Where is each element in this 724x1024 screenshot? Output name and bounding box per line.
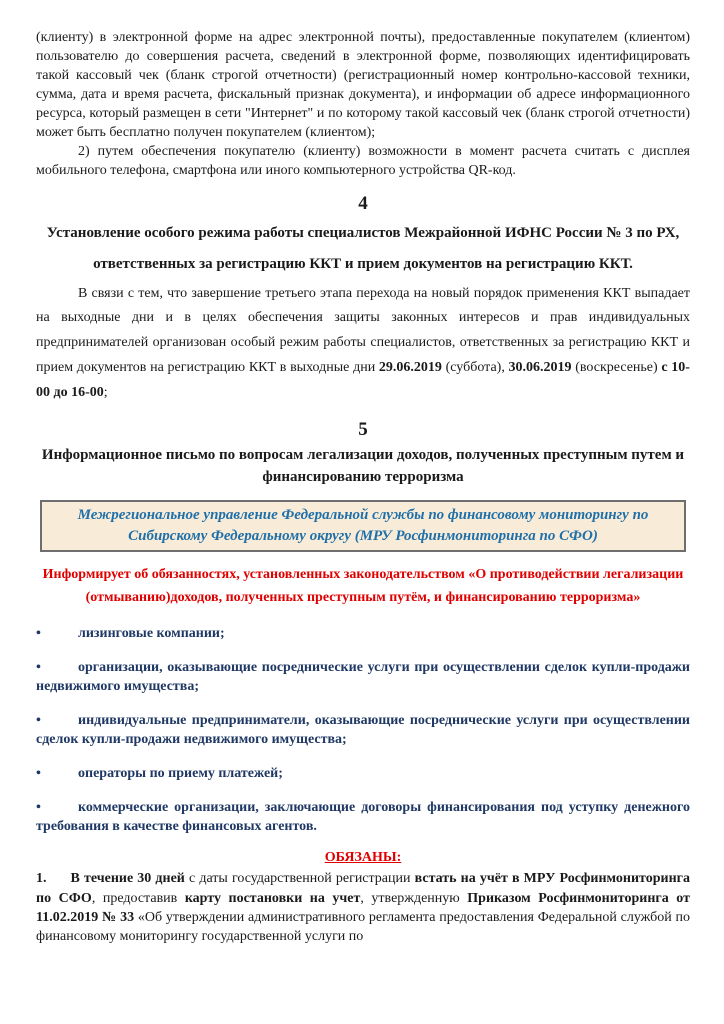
text-run-bold: В течение 30 дней <box>70 871 185 887</box>
list-item-text: лизинговые компании; <box>78 626 225 642</box>
obligated-entities-list <box>36 624 690 836</box>
text-run: (воскресенье) <box>571 360 662 376</box>
list-item <box>36 764 690 783</box>
list-item <box>36 624 690 643</box>
text-run: (суббота), <box>441 360 509 376</box>
text-run-bold: карту постановки на учет <box>184 890 361 906</box>
text-run: , предоставив <box>91 890 185 906</box>
text-run-bold: Приказом Росфинмониторинга от 11.02.2019 № 33 <box>36 890 690 926</box>
item-number: 1. <box>36 871 47 887</box>
section5-number: 5 <box>358 419 368 441</box>
bullet-icon: • <box>36 660 41 676</box>
text-run-bold-date-1: 29.06.2019 <box>378 360 442 376</box>
text-run-bold-date-2: 30.06.2019 <box>508 360 572 376</box>
text-run: «Об утверждении административного регламента предоставления Федеральной службой по финансовому мониторингу государственной услуги по <box>36 910 691 945</box>
bullet-icon: • <box>36 713 41 729</box>
intro-paragraph-1: (клиенту) в электронной форме на адрес электронной почты), предоставленные покупателем (клиентом) пользователю до совершения расчета, сведений в электронной форме, позволяющих идентифицировать такой кассовый чек (бланк строгой отчетности) (регистрационный номер контрольно-кассовой техники, сумма, дата и время расчета, фискальный признак документа), и информации об адресе информационного ресурса, который размещен в сети "Интернет" и по которому такой кассовый чек (бланк строгой отчетности) может быть бесплатно получен покупателем (клиентом); <box>36 30 690 141</box>
section4-number: 4 <box>358 193 368 215</box>
agency-name-box: Межрегиональное управление Федеральной службы по финансовому мониторингу по Сибирскому Федеральному округу (МРУ Росфинмониторинга по СФО) <box>40 500 686 552</box>
list-item-text: коммерческие организации, заключающие договоры финансирования под уступку денежного требования в качестве финансовых агентов. <box>36 800 690 835</box>
bullet-icon: • <box>36 800 41 816</box>
text-run: с даты государственной регистрации <box>184 871 415 887</box>
list-item-text: операторы по приему платежей; <box>78 766 283 782</box>
text-run-bold: встать на учёт в МРУ Росфинмониторинга по СФО <box>36 871 690 906</box>
list-item-text: индивидуальные предприниматели, оказывающие посреднические услуги при осуществлении сделок купли-продажи недвижимого имущества; <box>36 713 690 748</box>
list-item <box>36 711 690 749</box>
text-run-bold-hours: с 10-00 до 16-00 <box>36 360 690 401</box>
list-item-text: организации, оказывающие посреднические услуги при осуществлении сделок купли-продажи недвижимого имущества; <box>36 660 690 695</box>
section4-heading: Установление особого режима работы специалистов Межрайонной ИФНС России № 3 по РХ, ответственных за регистрацию ККТ и прием документов на регистрацию ККТ. <box>46 225 680 272</box>
section5-heading: Информационное письмо по вопросам легализации доходов, полученных преступным путем и финансированию терроризма <box>41 446 685 485</box>
list-item <box>36 658 690 696</box>
numbered-item-1 <box>36 869 690 946</box>
bullet-icon: • <box>36 766 41 782</box>
red-notice-text: Информирует об обязанностях, установленных законодательством «О противодействии легализации (отмыванию)доходов, полученных преступным путём, и финансированию терроризма» <box>42 567 684 605</box>
text-run: В связи с тем, что завершение третьего этапа перехода на новый порядок применения ККТ выпадает на выходные дни и в целях обеспечения защиты законных интересов и прав индивидуальных предпринимателей организован особый режим работы специалистов, ответственных за регистрацию ККТ и прием документов на регистрацию ККТ в выходные дни <box>36 285 690 376</box>
section4-paragraph <box>36 282 690 407</box>
bullet-icon: • <box>36 626 41 642</box>
text-run: , утвержденную <box>360 890 468 906</box>
text-run: ; <box>103 385 108 401</box>
intro-paragraph-2: 2) путем обеспечения покупателю (клиенту) возможности в момент расчета считать с дисплея мобильного телефона, смартфона или иного компьютерного устройства QR-код. <box>36 144 690 179</box>
list-item <box>36 798 690 836</box>
obligated-heading: ОБЯЗАНЫ: <box>324 850 402 866</box>
